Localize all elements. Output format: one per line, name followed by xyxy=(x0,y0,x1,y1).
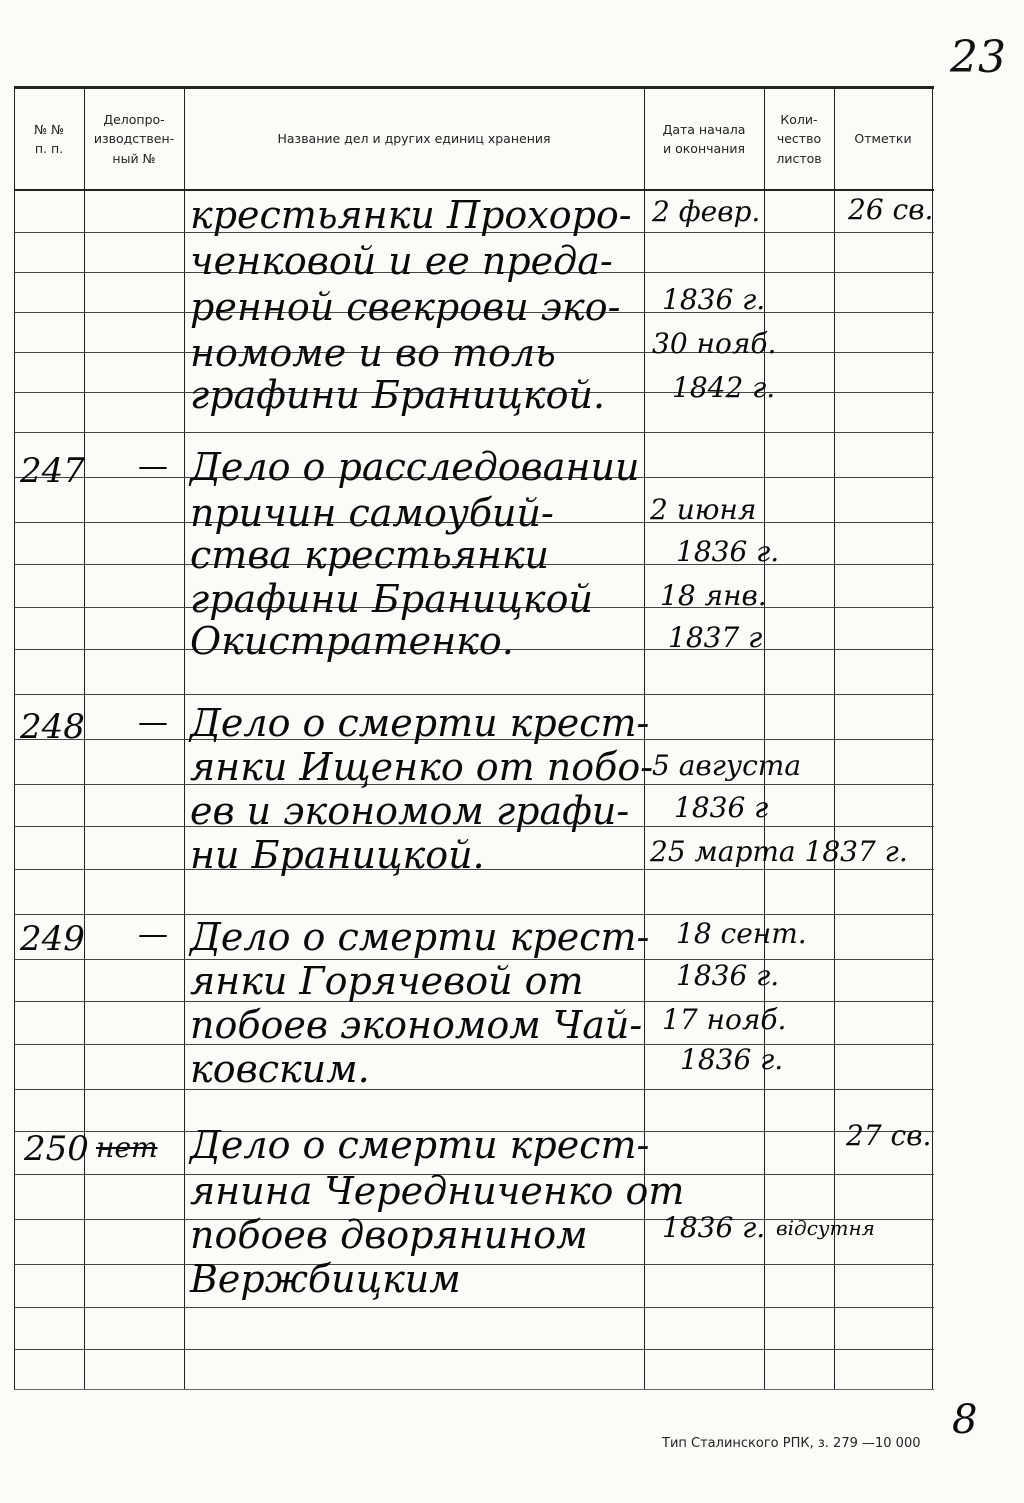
corner-mark: 8 xyxy=(952,1397,978,1443)
entry-prev-line-1: крестьянки Прохоро- xyxy=(190,193,632,237)
entry-247-line-5: Окистратенко. xyxy=(190,619,514,663)
entry-prev-date-2: 1836 г. xyxy=(662,283,766,316)
entry-248-line-1: Дело о смерти крест- xyxy=(190,701,650,745)
entry-249-date-4: 1836 г. xyxy=(680,1043,784,1076)
page-number: 23 xyxy=(950,32,1006,83)
entry-249-date-1: 18 сент. xyxy=(676,917,807,950)
header-office-num: Делопро- изводствен- ный № xyxy=(93,111,175,166)
entry-247-line-4: графини Браницкой xyxy=(190,577,593,621)
entry-248-date-3: 25 марта 1837 г. xyxy=(650,835,908,868)
header-num: № № п. п. xyxy=(34,121,64,156)
entry-248-line-4: ни Браницкой. xyxy=(190,833,485,877)
entry-247-date-2: 1836 г. xyxy=(676,535,780,568)
entry-249-office: — xyxy=(138,917,168,952)
entry-250-num: 250 xyxy=(24,1129,89,1169)
entry-247-line-1: Дело о расследовании xyxy=(190,445,640,489)
ruled-line xyxy=(14,432,934,433)
entry-prev-line-3: ренной свекрови эко- xyxy=(190,285,621,329)
entry-250-note: 27 св. xyxy=(846,1119,932,1152)
entry-250-line-3: побоев дворянином xyxy=(190,1213,588,1257)
entry-prev-date-4: 1842 г. xyxy=(672,371,776,404)
ruled-line xyxy=(14,694,934,695)
entry-prev-date-3: 30 нояб. xyxy=(652,327,777,360)
entry-249-line-3: побоев экономом Чай- xyxy=(190,1003,643,1047)
entry-248-line-2: янки Ищенко от побо- xyxy=(190,745,654,789)
ruled-line xyxy=(14,1089,934,1090)
entry-247-line-2: причин самоубий- xyxy=(190,491,554,535)
header-notes: Отметки xyxy=(854,131,912,147)
entry-247-date-3: 18 янв. xyxy=(660,579,767,612)
entry-249-date-3: 17 нояб. xyxy=(662,1003,787,1036)
entry-249-line-1: Дело о смерти крест- xyxy=(190,915,650,959)
header-rule xyxy=(14,189,934,191)
ruled-line xyxy=(14,1307,934,1308)
entry-249-line-2: янки Горячевой от xyxy=(190,959,584,1003)
print-info: Тип Сталинского РПК, з. 279 —10 000 xyxy=(662,1436,921,1451)
entry-248-office: — xyxy=(138,705,168,740)
ruled-line xyxy=(14,1264,934,1265)
entry-249-line-4: ковским. xyxy=(190,1047,370,1091)
entry-250-line-4: Вержбицким xyxy=(190,1257,461,1301)
ruled-line xyxy=(14,1349,934,1350)
entry-247-line-3: ства крестьянки xyxy=(190,533,550,577)
entry-250-line-2: янина Чередниченко от xyxy=(190,1169,685,1213)
entry-248-line-3: ев и экономом графи- xyxy=(190,789,630,833)
header-title: Название дел и других единиц хранения xyxy=(277,131,551,147)
entry-prev-date-1: 2 февр. xyxy=(652,195,761,228)
entry-247-office: — xyxy=(138,449,168,484)
entry-247-num: 247 xyxy=(20,451,85,491)
entry-247-date-1: 2 июня xyxy=(650,493,757,526)
entry-prev-line-4: номоме и во толь xyxy=(190,331,556,375)
entry-prev-line-2: ченковой и ее преда- xyxy=(190,239,613,283)
entry-248-num: 248 xyxy=(20,707,85,747)
header-dates: Дата начала и окончания xyxy=(662,121,746,156)
entry-250-sheets-note: відсутня xyxy=(776,1216,875,1240)
entry-249-date-2: 1836 г. xyxy=(676,959,780,992)
entry-248-date-1: 5 августа xyxy=(652,749,802,782)
entry-249-num: 249 xyxy=(20,919,85,959)
entry-250-date-1: 1836 г. xyxy=(662,1211,766,1244)
entry-250-line-1: Дело о смерти крест- xyxy=(190,1123,650,1167)
entry-248-date-2: 1836 г xyxy=(674,791,769,824)
entry-250-office: нет xyxy=(96,1131,158,1164)
entry-247-date-4: 1837 г xyxy=(668,621,763,654)
entry-prev-note: 26 св. xyxy=(848,193,934,226)
header-sheets: Коли- чество листов xyxy=(776,111,822,166)
entry-prev-line-5: графини Браницкой. xyxy=(190,373,606,417)
